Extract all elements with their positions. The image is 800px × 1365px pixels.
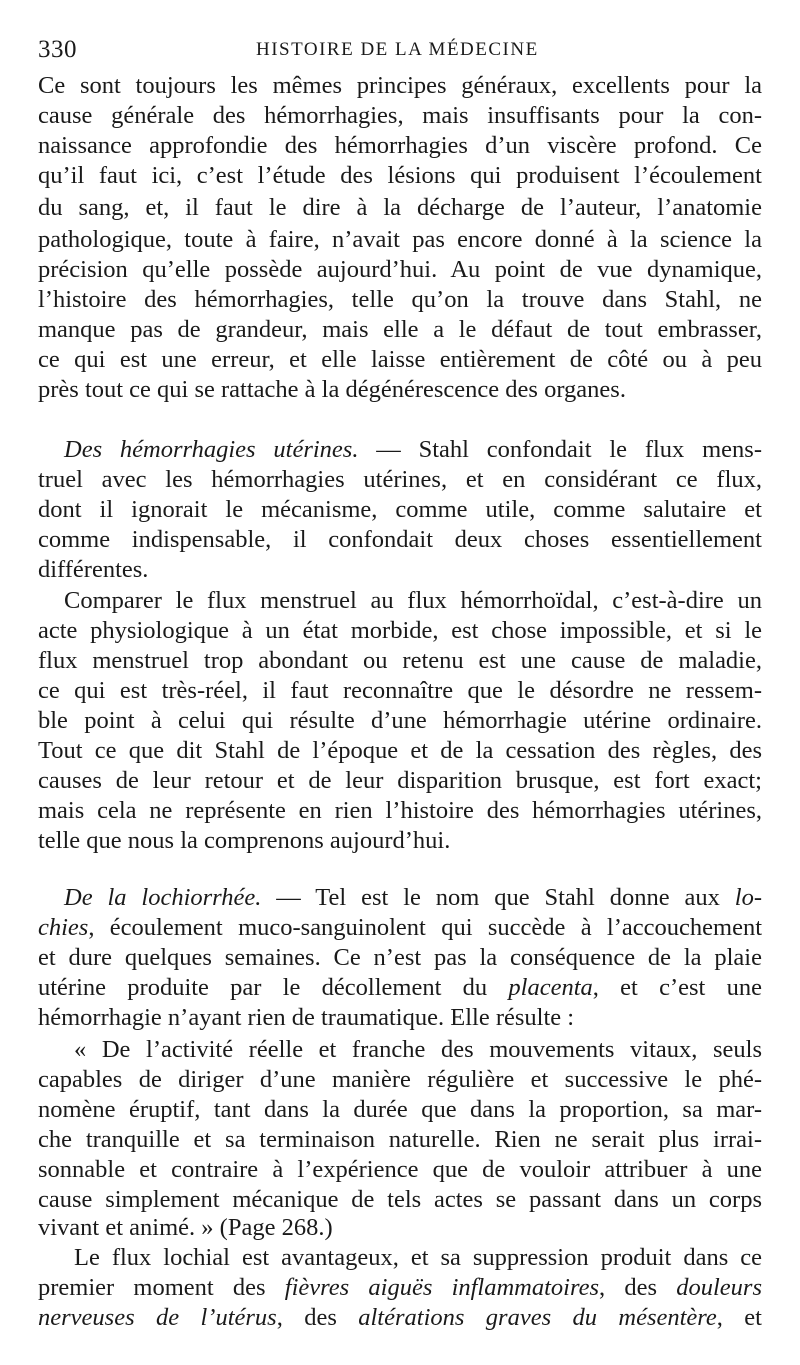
text-line: Des hémorrhagies utérines. — Stahl confondait le flux mens- bbox=[64, 436, 762, 463]
text-line: Tout ce que dit Stahl de l’époque et de la cessation des règles, des bbox=[38, 737, 762, 764]
text-line: l’histoire des hémorrhagies, telle qu’on la trouve dans Stahl, ne bbox=[38, 286, 762, 313]
text-line: acte physiologique à un état morbide, est chose impossible, et si le bbox=[38, 617, 762, 644]
page-header bbox=[38, 36, 762, 66]
text-line: manque pas de grandeur, mais elle a le défaut de tout embrasser, bbox=[38, 316, 762, 343]
text-line: hémorrhagie n’ayant rien de traumatique. Elle résulte : bbox=[38, 1004, 575, 1031]
text-line: différentes. bbox=[38, 556, 149, 583]
text-line: ce qui est très-réel, il faut reconnaître que le désordre ne ressem- bbox=[38, 677, 762, 704]
text-line: vivant et animé. » (Page 268.) bbox=[38, 1214, 333, 1241]
text-line: du sang, et, il faut le dire à la décharge de l’auteur, l’anatomie bbox=[38, 194, 762, 221]
text-line: De la lochiorrhée. — Tel est le nom que Stahl donne aux lo- bbox=[64, 884, 762, 911]
text-line: qu’il faut ici, c’est l’étude des lésions qui produisent l’écoulement bbox=[38, 162, 762, 189]
text-line: sonnable et contraire à l’expérience que de vouloir attribuer à une bbox=[38, 1156, 762, 1183]
text-line: précision qu’elle possède aujourd’hui. Au point de vue dynamique, bbox=[38, 256, 762, 283]
running-title: HISTOIRE DE LA MÉDECINE bbox=[256, 39, 539, 60]
text-line: dont il ignorait le mécanisme, comme utile, comme salutaire et bbox=[38, 496, 762, 523]
text-line: chies, écoulement muco-sanguinolent qui succède à l’accouchement bbox=[38, 914, 762, 941]
text-line: pathologique, toute à faire, n’avait pas encore donné à la science la bbox=[38, 226, 762, 253]
text-line: cause simplement mécanique de tels actes se passant dans un corps bbox=[38, 1186, 762, 1213]
text-line: causes de leur retour et de leur disparition brusque, est fort exact; bbox=[38, 767, 762, 794]
text-line: capables de diriger d’une manière régulière et successive le phé- bbox=[38, 1066, 762, 1093]
text-line: mais cela ne représente en rien l’histoire des hémorrhagies utérines, bbox=[38, 797, 762, 824]
section-heading: De la lochiorrhée. bbox=[64, 884, 262, 911]
text-line: ce qui est une erreur, et elle laisse entièrement de côté ou à peu bbox=[38, 346, 762, 373]
text-line: flux menstruel trop abondant ou retenu est une cause de maladie, bbox=[38, 647, 762, 674]
text-line: telle que nous la comprenons aujourd’hui. bbox=[38, 827, 451, 854]
text-line: truel avec les hémorrhagies utérines, et en considérant ce flux, bbox=[38, 466, 762, 493]
text-line: « De l’activité réelle et franche des mouvements vitaux, seuls bbox=[74, 1036, 762, 1063]
text-line: cause générale des hémorrhagies, mais insuffisants pour la con- bbox=[38, 102, 762, 129]
text-line: ble point à celui qui résulte d’une hémorrhagie utérine ordinaire. bbox=[38, 707, 762, 734]
text-line: Comparer le flux menstruel au flux hémorrhoïdal, c’est-à-dire un bbox=[64, 587, 762, 614]
text-line: nerveuses de l’utérus, des altérations graves du mésentère, et bbox=[38, 1304, 762, 1331]
text-line: nomène éruptif, tant dans la durée que dans la proportion, sa mar- bbox=[38, 1096, 762, 1123]
text-line: comme indispensable, il confondait deux choses essentiellement bbox=[38, 526, 762, 553]
text-line: Le flux lochial est avantageux, et sa suppression produit dans ce bbox=[74, 1244, 762, 1271]
text-line: près tout ce qui se rattache à la dégénérescence des organes. bbox=[38, 376, 626, 403]
text-line: che tranquille et sa terminaison naturelle. Rien ne serait plus irrai- bbox=[38, 1126, 762, 1153]
text-line: Ce sont toujours les mêmes principes généraux, excellents pour la bbox=[38, 72, 762, 99]
text-line: et dure quelques semaines. Ce n’est pas la conséquence de la plaie bbox=[38, 944, 762, 971]
text-line: naissance approfondie des hémorrhagies d’un viscère profond. Ce bbox=[38, 132, 762, 159]
page-number: 330 bbox=[38, 36, 77, 63]
section-heading: Des hémorrhagies utérines. bbox=[64, 436, 359, 463]
text-line: premier moment des fièvres aiguës inflammatoires, des douleurs bbox=[38, 1274, 762, 1301]
text-line: utérine produite par le décollement du placenta, et c’est une bbox=[38, 974, 763, 1001]
